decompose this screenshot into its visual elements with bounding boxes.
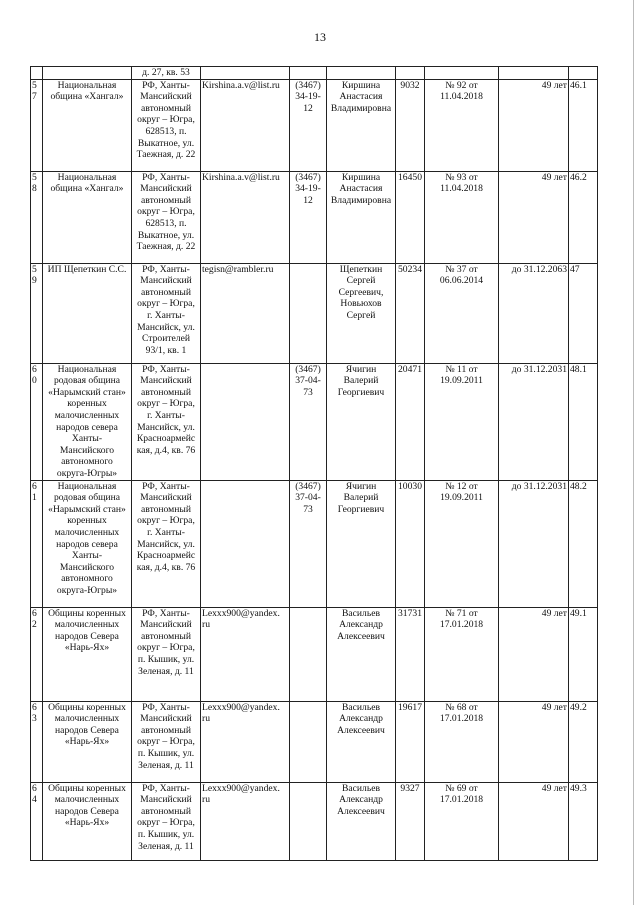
cell-num: 59 bbox=[31, 263, 43, 363]
cell-doc bbox=[425, 67, 499, 80]
cell-name: Общины коренных малочисленных народов Севера «Нарь-Ях» bbox=[43, 701, 132, 782]
table-row bbox=[31, 607, 598, 701]
cell-code: 48.1 bbox=[569, 363, 598, 480]
cell-address: РФ, Ханты- Мансийский автономный округ – Югра, г. Ханты- Мансийск, ул. Красноармейс кая, д.4, кв. 76 bbox=[132, 363, 201, 480]
cell-area: 9032 bbox=[396, 79, 425, 171]
cell-address: РФ, Ханты- Мансийский автономный округ – Югра, п. Кышик, ул. Зеленая, д. 11 bbox=[132, 607, 201, 701]
cell-phone bbox=[290, 701, 327, 782]
cell-doc: № 12 от 19.09.2011 bbox=[425, 480, 499, 607]
cell-address: д. 27, кв. 53 bbox=[132, 67, 201, 80]
cell-name: Общины коренных малочисленных народов Севера «Нарь-Ях» bbox=[43, 607, 132, 701]
cell-phone bbox=[290, 67, 327, 80]
cell-term: 49 лет bbox=[499, 701, 569, 782]
cell-phone bbox=[290, 263, 327, 363]
cell-area: 9327 bbox=[396, 782, 425, 860]
cell-area: 16450 bbox=[396, 171, 425, 263]
cell-address: РФ, Ханты- Мансийский автономный округ – Югра, п. Кышик, ул. Зеленая, д. 11 bbox=[132, 782, 201, 860]
cell-name: Общины коренных малочисленных народов Севера «Нарь-Ях» bbox=[43, 782, 132, 860]
table-row bbox=[31, 701, 598, 782]
cell-num: 60 bbox=[31, 363, 43, 480]
cell-code: 46.2 bbox=[569, 171, 598, 263]
cell-name: Национальная родовая община «Нарымский стан» коренных малочисленных народов севера Ханты- Мансийского автономного округа-Югры» bbox=[43, 480, 132, 607]
table-row bbox=[31, 480, 598, 607]
registry-table bbox=[30, 66, 598, 861]
cell-area: 10030 bbox=[396, 480, 425, 607]
cell-head: Ячигин Валерий Георгиевич bbox=[327, 480, 396, 607]
cell-doc: № 37 от 06.06.2014 bbox=[425, 263, 499, 363]
cell-head: Щепеткин Сергей Сергеевич, Новьюхов Сергей bbox=[327, 263, 396, 363]
cell-name bbox=[43, 67, 132, 80]
cell-head bbox=[327, 67, 396, 80]
cell-term: до 31.12.2031 bbox=[499, 363, 569, 480]
cell-head: Васильев Александр Алексеевич bbox=[327, 607, 396, 701]
table-row bbox=[31, 782, 598, 860]
cell-term: 49 лет bbox=[499, 607, 569, 701]
cell-email bbox=[201, 363, 290, 480]
cell-head: Васильев Александр Алексеевич bbox=[327, 782, 396, 860]
cell-name: Национальная родовая община «Нарымский стан» коренных малочисленных народов севера Ханты- Мансийского автономного округа-Югры» bbox=[43, 363, 132, 480]
cell-code: 49.1 bbox=[569, 607, 598, 701]
cell-num: 63 bbox=[31, 701, 43, 782]
cell-address: РФ, Ханты- Мансийский автономный округ – Югра, 628513, п. Выкатное, ул. Таежная, д. 22 bbox=[132, 79, 201, 171]
cell-num: 61 bbox=[31, 480, 43, 607]
cell-code: 47 bbox=[569, 263, 598, 363]
table-row bbox=[31, 171, 598, 263]
cell-phone bbox=[290, 607, 327, 701]
cell-email: Lexxx900@yandex. ru bbox=[201, 701, 290, 782]
cell-code: 46.1 bbox=[569, 79, 598, 171]
cell-email: Kirshina.a.v@list.ru bbox=[201, 79, 290, 171]
cell-term: до 31.12.2031 bbox=[499, 480, 569, 607]
cell-head: Васильев Александр Алексеевич bbox=[327, 701, 396, 782]
cell-num: 58 bbox=[31, 171, 43, 263]
cell-email bbox=[201, 67, 290, 80]
cell-term: 49 лет bbox=[499, 171, 569, 263]
cell-phone: (3467) 34-19- 12 bbox=[290, 79, 327, 171]
cell-code: 49.3 bbox=[569, 782, 598, 860]
cell-phone: (3467) 37-04- 73 bbox=[290, 480, 327, 607]
cell-doc: № 93 от 11.04.2018 bbox=[425, 171, 499, 263]
table-row bbox=[31, 263, 598, 363]
cell-area: 20471 bbox=[396, 363, 425, 480]
cell-doc: № 71 от 17.01.2018 bbox=[425, 607, 499, 701]
cell-term: 49 лет bbox=[499, 782, 569, 860]
cell-address: РФ, Ханты- Мансийский автономный округ – Югра, г. Ханты- Мансийск, ул. Красноармейс кая, д.4, кв. 76 bbox=[132, 480, 201, 607]
cell-head: Киршина Анастасия Владимировна bbox=[327, 79, 396, 171]
cell-phone: (3467) 34-19- 12 bbox=[290, 171, 327, 263]
cell-doc: № 69 от 17.01.2018 bbox=[425, 782, 499, 860]
cell-term: 49 лет bbox=[499, 79, 569, 171]
cell-num: 64 bbox=[31, 782, 43, 860]
cell-doc: № 11 от 19.09.2011 bbox=[425, 363, 499, 480]
cell-doc: № 92 от 11.04.2018 bbox=[425, 79, 499, 171]
cell-name: Национальная община «Хангал» bbox=[43, 171, 132, 263]
cell-email: Kirshina.a.v@list.ru bbox=[201, 171, 290, 263]
scan-edge-line bbox=[633, 0, 634, 905]
cell-address: РФ, Ханты- Мансийский автономный округ – Югра, г. Ханты- Мансийск, ул. Строителей 93/1, кв. 1 bbox=[132, 263, 201, 363]
cell-email bbox=[201, 480, 290, 607]
cell-area: 19617 bbox=[396, 701, 425, 782]
table-row bbox=[31, 363, 598, 480]
cell-term: до 31.12.2063 bbox=[499, 263, 569, 363]
cell-area: 50234 bbox=[396, 263, 425, 363]
page-number: 13 bbox=[314, 30, 326, 44]
table-row bbox=[31, 79, 598, 171]
cell-num: 62 bbox=[31, 607, 43, 701]
cell-code: 48.2 bbox=[569, 480, 598, 607]
cell-address: РФ, Ханты- Мансийский автономный округ – Югра, 628513, п. Выкатное, ул. Таежная, д. 22 bbox=[132, 171, 201, 263]
cell-email: Lexxx900@yandex. ru bbox=[201, 607, 290, 701]
cell-head: Киршина Анастасия Владимировна bbox=[327, 171, 396, 263]
cell-phone: (3467) 37-04- 73 bbox=[290, 363, 327, 480]
cell-phone bbox=[290, 782, 327, 860]
cell-name: Национальная община «Хангал» bbox=[43, 79, 132, 171]
cell-name: ИП Щепеткин С.С. bbox=[43, 263, 132, 363]
cell-email: tegisn@rambler.ru bbox=[201, 263, 290, 363]
cell-head: Ячигин Валерий Георгиевич bbox=[327, 363, 396, 480]
cell-num: 57 bbox=[31, 79, 43, 171]
cell-term bbox=[499, 67, 569, 80]
cell-area: 31731 bbox=[396, 607, 425, 701]
cell-num bbox=[31, 67, 43, 80]
cell-address: РФ, Ханты- Мансийский автономный округ – Югра, п. Кышик, ул. Зеленая, д. 11 bbox=[132, 701, 201, 782]
table-row-continuation bbox=[31, 67, 598, 80]
cell-email: Lexxx900@yandex. ru bbox=[201, 782, 290, 860]
cell-area bbox=[396, 67, 425, 80]
cell-code: 49.2 bbox=[569, 701, 598, 782]
cell-code bbox=[569, 67, 598, 80]
cell-doc: № 68 от 17.01.2018 bbox=[425, 701, 499, 782]
